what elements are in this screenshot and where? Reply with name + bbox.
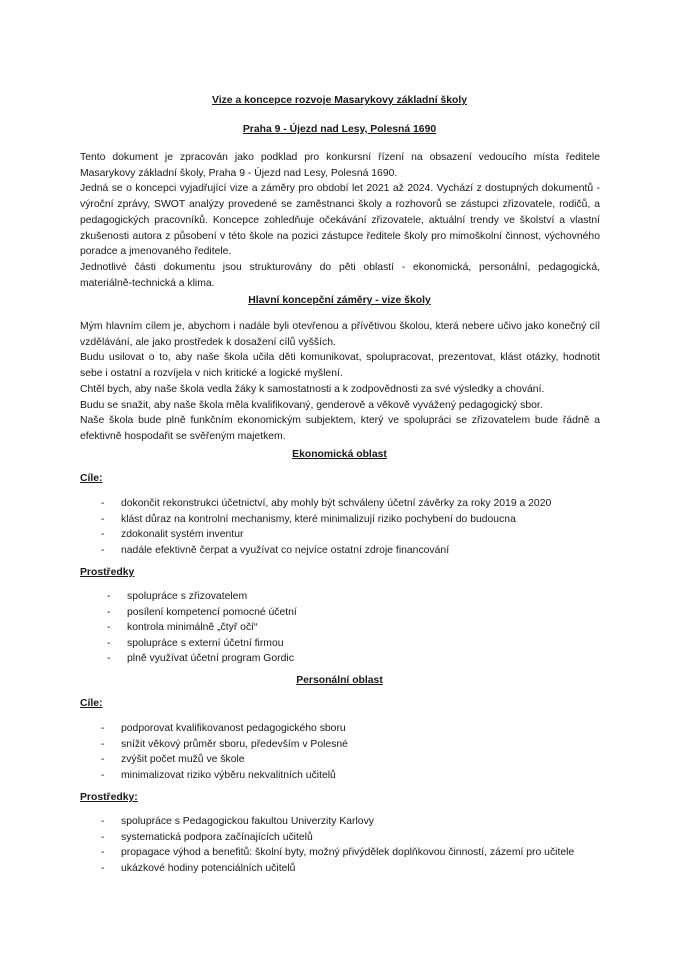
bullet: - [101,544,105,556]
list-item [107,605,297,621]
bullet: - [101,847,105,859]
personnel-means-list [101,814,575,876]
list-item-text: spolupráce s externí účetní firmou [127,637,284,649]
bullet: - [101,862,105,874]
economic-means-label: Prostředky [80,567,135,578]
list-item-text: kontrola minimálně „čtyř očí“ [127,622,258,634]
list-item-text: snížit věkový průměr sboru, především v Polesné [121,738,348,750]
list-item-text: zvýšit počet mužů ve škole [121,754,245,766]
list-item-text: dokončit rekonstrukci účetnictví, aby mohly být schváleny účetní závěrky za roky 2019 a 2020 [121,498,552,509]
list-item [101,721,348,737]
bullet: - [107,606,111,618]
list-item-text: zdokonalit systém inventur [121,529,244,541]
list-item-text: ukázkové hodiny potenciálních učitelů [121,862,296,874]
bullet: - [101,754,105,766]
economic-goals-label: Cíle: [80,473,103,484]
bullet: - [107,637,111,649]
economic-heading: Ekonomická oblast [292,449,387,460]
vision-paragraph: Budu se snažit, aby naše škola měla kvalifikovaný, genderově a věkově vyvážený pedagogický sbor. [80,399,543,411]
document-subtitle: Praha 9 - Újezd nad Lesy, Polesná 1690 [242,124,437,135]
bullet: - [107,622,111,634]
list-item [101,768,348,784]
bullet: - [101,723,105,734]
list-item [101,830,574,846]
economic-goals-list [101,496,552,558]
bullet: - [101,831,105,843]
bullet: - [101,769,105,781]
bullet: - [101,738,105,750]
list-item [101,737,348,753]
list-item [101,845,575,861]
list-item [107,589,297,605]
list-item [101,527,551,543]
list-item [107,636,297,652]
bullet: - [101,498,105,509]
list-item-text: klást důraz na kontrolní mechanismy, které minimalizují riziko pochybení do budoucna [121,513,516,525]
list-item-text: plně využívat účetní program Gordic [127,653,294,665]
list-item [101,814,574,830]
list-item-text: minimalizovat riziko výběru nekvalitních učitelů [121,769,336,781]
bullet: - [101,513,105,525]
vision-paragraph: Budu usilovat o to, aby naše škola učila děti komunikovat, spolupracovat, prezentovat, klást otázky, hodnotit sebe i ostatní a rozvíjela v nich kritické a logické myšlení. [80,352,600,380]
list-item [107,651,297,667]
document-title: Vize a koncepce rozvoje Masarykovy základní školy [211,95,468,106]
bullet: - [107,591,111,602]
bullet: - [101,816,105,827]
vision-paragraph: Naše škola bude plně funkčním ekonomickým subjektem, který ve spolupráci se zřizovatelem bude řádně a efektivně hospodařit se svěřeným majetkem. [80,415,600,442]
bullet: - [101,529,105,541]
list-item-text: spolupráce s zřizovatelem [127,591,248,602]
list-item-text: nadále efektivně čerpat a využívat co nejvíce ostatní zdroje financování [121,544,450,556]
list-item [101,512,551,528]
list-item-text: posílení kompetencí pomocné účetní [127,606,297,618]
list-item [101,543,551,559]
intro-paragraph: Tento dokument je zpracován jako podklad pro konkursní řízení na obsazení vedoucího místa ředitele Masarykovy základní školy, Praha 9 - Újezd nad Lesy, Polesná 1690. [80,152,600,179]
intro-section [80,150,600,291]
intro-paragraph: Jednotlivé části dokumentu jsou strukturovány do pěti oblastí - ekonomická, personální, pedagogická, materiálně-technická a klima. [80,261,600,289]
list-item-text: spolupráce s Pedagogickou fakultou Univerzity Karlovy [121,816,374,827]
list-item [101,861,574,877]
list-item-text: systematická podpora začínajících učitelů [121,831,313,843]
personnel-heading: Personální oblast [296,675,383,686]
bullet: - [107,653,111,665]
list-item [101,752,348,768]
vision-section [80,319,600,445]
personnel-means-label: Prostředky: [80,792,138,803]
vision-paragraph: Chtěl bych, aby naše škola vedla žáky k samostatnosti a k zodpovědnosti za své výsledky a chování. [80,383,545,395]
list-item [101,496,552,512]
personnel-goals-label: Cíle: [80,698,103,709]
vision-heading: Hlavní koncepční záměry - vize školy [248,295,431,306]
intro-paragraph: Jedná se o koncepci vyjadřující vize a záměry pro období let 2021 až 2024. Vychází z dostupných dokumentů - výroční zprávy, SWOT analýzy provedené se zaměstnanci školy a rozhovorů se zástupci zřizovatele, rodičů, a pedagogických pracovníků. Koncepce zohledňuje očekávání zřizovatele, aktuální trendy ve školství a vlastní zkušenosti autora z působení v této škole na pozici zástupce ředitele školy pro mimoškolní činnost, výchovného poradce a jmenovaného ředitele. [80,183,600,258]
list-item-text: podporovat kvalifikovanost pedagogického sboru [121,723,346,734]
vision-paragraph: Mým hlavním cílem je, abychom i nadále byli otevřenou a přívětivou školou, která nebere učivo jako konečný cíl vzdělávání, ale jako prostředek k dosažení cílů vyšších. [80,321,600,348]
economic-means-list [107,589,297,667]
list-item [107,620,297,636]
personnel-goals-list [101,721,348,783]
list-item-text: propagace výhod a benefitů: školní byty, možný přivýdělek doplňkovou činností, zázemí pro učitele [121,847,575,859]
